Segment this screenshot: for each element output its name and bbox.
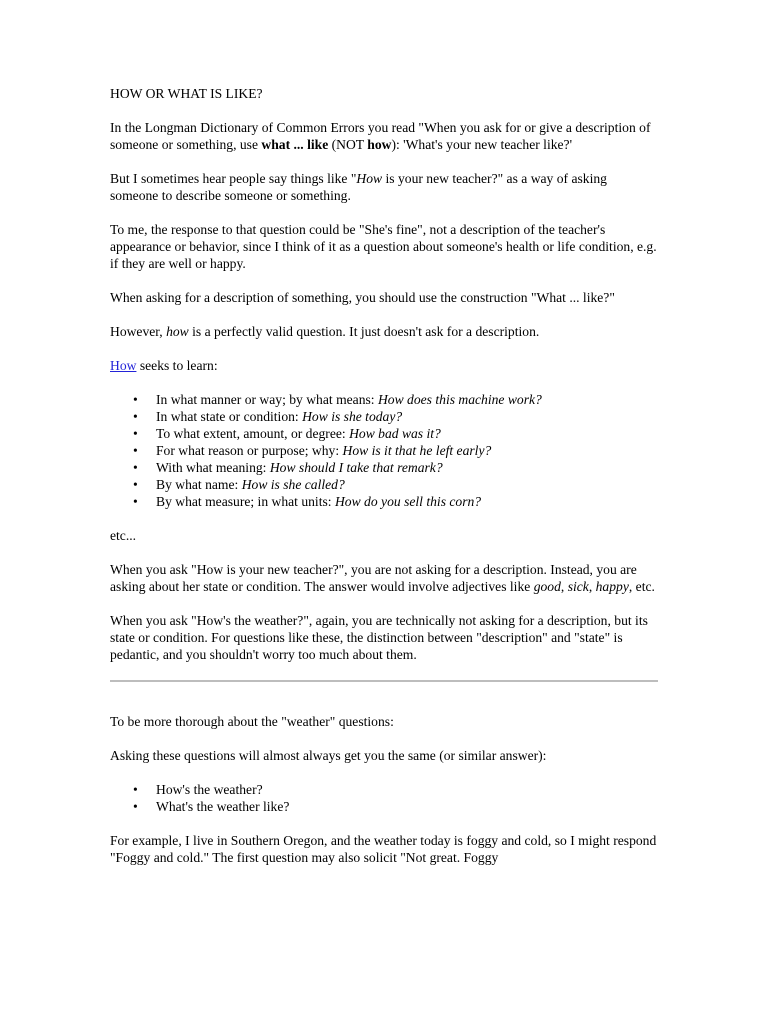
paragraph-longman	[110, 119, 658, 153]
text-run: (NOT	[328, 137, 368, 152]
list-item-text: By what name:	[156, 477, 242, 492]
list-item-example: How should I take that remark?	[269, 460, 443, 475]
text-run: But I sometimes hear people say things like "	[110, 171, 357, 186]
bullet-icon: •	[133, 494, 138, 509]
paragraph-etc: etc...	[110, 528, 137, 543]
list-item	[133, 391, 658, 408]
list-item	[133, 781, 658, 798]
list-item-example: How is it that he left early?	[342, 443, 492, 458]
list-item-example: How does this machine work?	[377, 392, 542, 407]
list-item-example: How is she today?	[302, 409, 403, 424]
bold-what-like: what ... like	[261, 137, 329, 152]
text-run: However,	[110, 324, 167, 339]
list-item	[133, 476, 658, 493]
list-item-text: How's the weather?	[156, 782, 263, 797]
paragraph-response: To me, the response to that question could be "She's fine", not a description of the teacher's appearance or behavior, since I think of it as a question about someone's health or life condition, e.g. if they are well or happy.	[110, 222, 657, 271]
text-run: seeks to learn:	[136, 358, 218, 373]
bullet-icon: •	[133, 409, 138, 424]
how-definition-link[interactable]: How	[110, 358, 137, 373]
list-item-text: What's the weather like?	[156, 799, 290, 814]
italic-sick: sick	[567, 579, 589, 594]
bullet-icon: •	[133, 392, 138, 407]
paragraph-construction: When asking for a description of something, you should use the construction "What ... like?"	[110, 290, 615, 305]
text-run: , etc.	[628, 579, 655, 594]
weather-questions-list	[110, 781, 658, 815]
list-item-example: How is she called?	[241, 477, 345, 492]
bold-how: how	[367, 137, 392, 152]
bullet-icon: •	[133, 426, 138, 441]
list-item-text: In what manner or way; by what means:	[156, 392, 378, 407]
text-run: In the Longman Dictionary of Common Errors you read "When you ask for or give a description of someone or something, use	[110, 120, 651, 152]
paragraph-oregon-example: For example, I live in Southern Oregon, and the weather today is foggy and cold, so I might respond "Foggy and cold." The first question may also solicit "Not great. Foggy	[110, 833, 657, 865]
paragraph-valid-question	[110, 323, 658, 340]
page-title: HOW OR WHAT IS LIKE?	[110, 86, 263, 101]
list-item	[133, 798, 658, 815]
document-body	[110, 85, 658, 883]
bullet-icon: •	[133, 460, 138, 475]
list-item	[133, 493, 658, 510]
list-item	[133, 408, 658, 425]
paragraph-thorough: To be more thorough about the "weather" questions:	[110, 714, 394, 729]
paragraph-same-answer: Asking these questions will almost always get you the same (or similar answer):	[110, 748, 547, 763]
italic-happy: happy	[595, 579, 629, 594]
paragraph-hear-people	[110, 170, 658, 204]
list-item-text: With what meaning:	[156, 460, 270, 475]
list-item-text: In what state or condition:	[156, 409, 303, 424]
paragraph-weather-pedantic: When you ask "How's the weather?", again, you are technically not asking for a description, but its state or condition. For questions like these, the distinction between "description" and "state" is pedantic, and you shouldn't worry too much about them.	[110, 613, 648, 662]
paragraph-new-teacher	[110, 561, 658, 595]
list-item-text: For what reason or purpose; why:	[156, 443, 343, 458]
italic-how: How	[356, 171, 383, 186]
paragraph-seeks-to-learn	[110, 357, 658, 374]
text-run: ,	[588, 579, 596, 594]
text-run: is your new teacher?" as a way of asking someone to describe someone or something.	[110, 171, 607, 203]
list-item-example: How bad was it?	[349, 426, 441, 441]
text-run: is a perfectly valid question. It just doesn't ask for a description.	[188, 324, 540, 339]
how-meanings-list	[110, 391, 658, 510]
list-item-text: By what measure; in what units:	[156, 494, 335, 509]
list-item	[133, 459, 658, 476]
bullet-icon: •	[133, 799, 138, 814]
italic-good: good	[533, 579, 561, 594]
list-item-example: How do you sell this corn?	[334, 494, 482, 509]
bullet-icon: •	[133, 443, 138, 458]
text-run: ): 'What's your new teacher like?'	[391, 137, 573, 152]
italic-how: how	[166, 324, 189, 339]
list-item	[133, 425, 658, 442]
horizontal-rule	[110, 680, 658, 682]
list-item	[133, 442, 658, 459]
text-run: When you ask "How is your new teacher?", you are not asking for a description. Instead, you are asking about her state or condition. The answer would involve adjectives like	[110, 562, 637, 594]
text-run: ,	[560, 579, 568, 594]
bullet-icon: •	[133, 782, 138, 797]
bullet-icon: •	[133, 477, 138, 492]
list-item-text: To what extent, amount, or degree:	[156, 426, 350, 441]
